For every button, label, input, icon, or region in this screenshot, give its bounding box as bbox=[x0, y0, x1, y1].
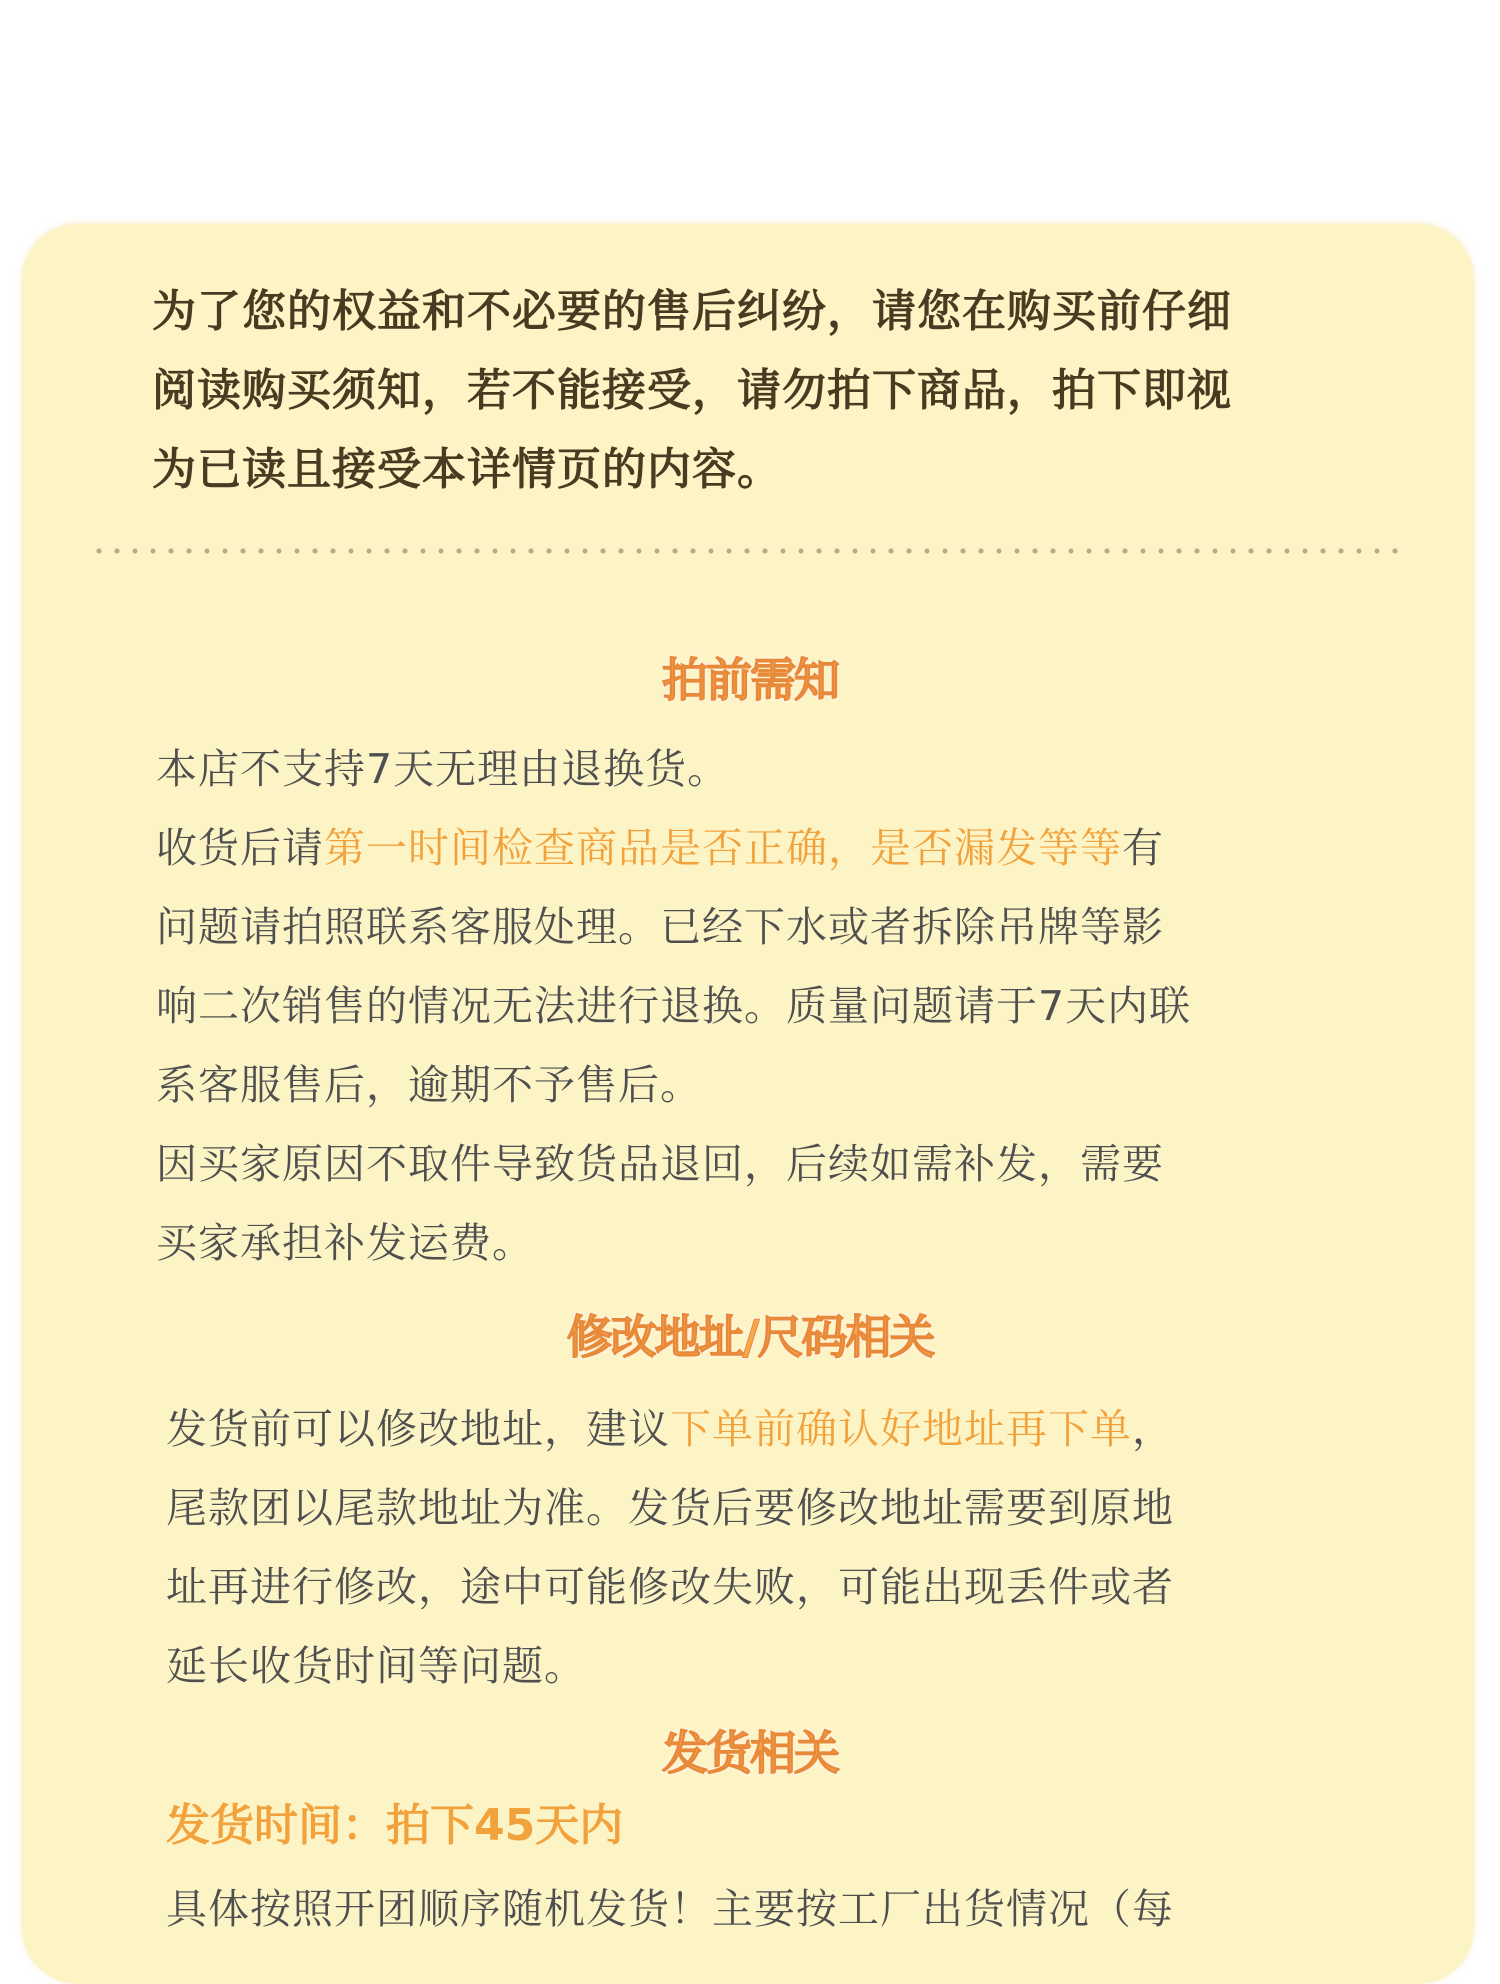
shipping-time: 发货时间：拍下45天内 bbox=[166, 1800, 624, 1851]
text-run: 本店不支持7天无理由退换货。 bbox=[156, 745, 730, 793]
shipping-detail-line: 具体按照开团顺序随机发货！主要按工厂出货情况（每 bbox=[166, 1885, 1174, 1933]
section-title-shipping: 发货相关 bbox=[662, 1726, 838, 1780]
intro-line: 阅读购买须知，若不能接受，请勿拍下商品，拍下即视 bbox=[152, 365, 1232, 416]
pre-purchase-paragraph-3 bbox=[156, 1125, 1376, 1283]
text-run: 收货后请 bbox=[156, 824, 324, 872]
pre-purchase-paragraph-2 bbox=[156, 809, 1376, 1125]
highlight-text: 第一时间检查商品是否正确，是否漏发等等 bbox=[324, 824, 1122, 872]
text-run: ， bbox=[1132, 1405, 1174, 1453]
pre-purchase-paragraph-1 bbox=[156, 730, 1356, 809]
text-run: 响二次销售的情况无法进行退换。质量问题请于7天内联 bbox=[156, 982, 1192, 1030]
text-run: 买家承担补发运费。 bbox=[156, 1219, 534, 1267]
intro-line: 为已读且接受本详情页的内容。 bbox=[152, 444, 782, 495]
text-run: 系客服售后，逾期不予售后。 bbox=[156, 1061, 702, 1109]
section-title-pre-purchase: 拍前需知 bbox=[662, 653, 838, 707]
text-run: 问题请拍照联系客服处理。已经下水或者拆除吊牌等影 bbox=[156, 903, 1164, 951]
text-run: 因买家原因不取件导致货品退回，后续如需补发，需要 bbox=[156, 1140, 1164, 1188]
text-run: 有 bbox=[1122, 824, 1164, 872]
address-paragraph bbox=[166, 1390, 1386, 1706]
text-run: 址再进行修改，途中可能修改失败，可能出现丢件或者 bbox=[166, 1563, 1174, 1611]
dotted-divider bbox=[90, 548, 1400, 554]
text-run: 延长收货时间等问题。 bbox=[166, 1642, 586, 1690]
text-run: 尾款团以尾款地址为准。发货后要修改地址需要到原地 bbox=[166, 1484, 1174, 1532]
intro-line: 为了您的权益和不必要的售后纠纷，请您在购买前仔细 bbox=[152, 286, 1232, 337]
section-title-address-size: 修改地址/尺码相关 bbox=[566, 1310, 934, 1364]
text-run: 发货前可以修改地址，建议 bbox=[166, 1405, 670, 1453]
intro-notice bbox=[152, 272, 1362, 509]
highlight-text: 下单前确认好地址再下单 bbox=[670, 1405, 1132, 1453]
